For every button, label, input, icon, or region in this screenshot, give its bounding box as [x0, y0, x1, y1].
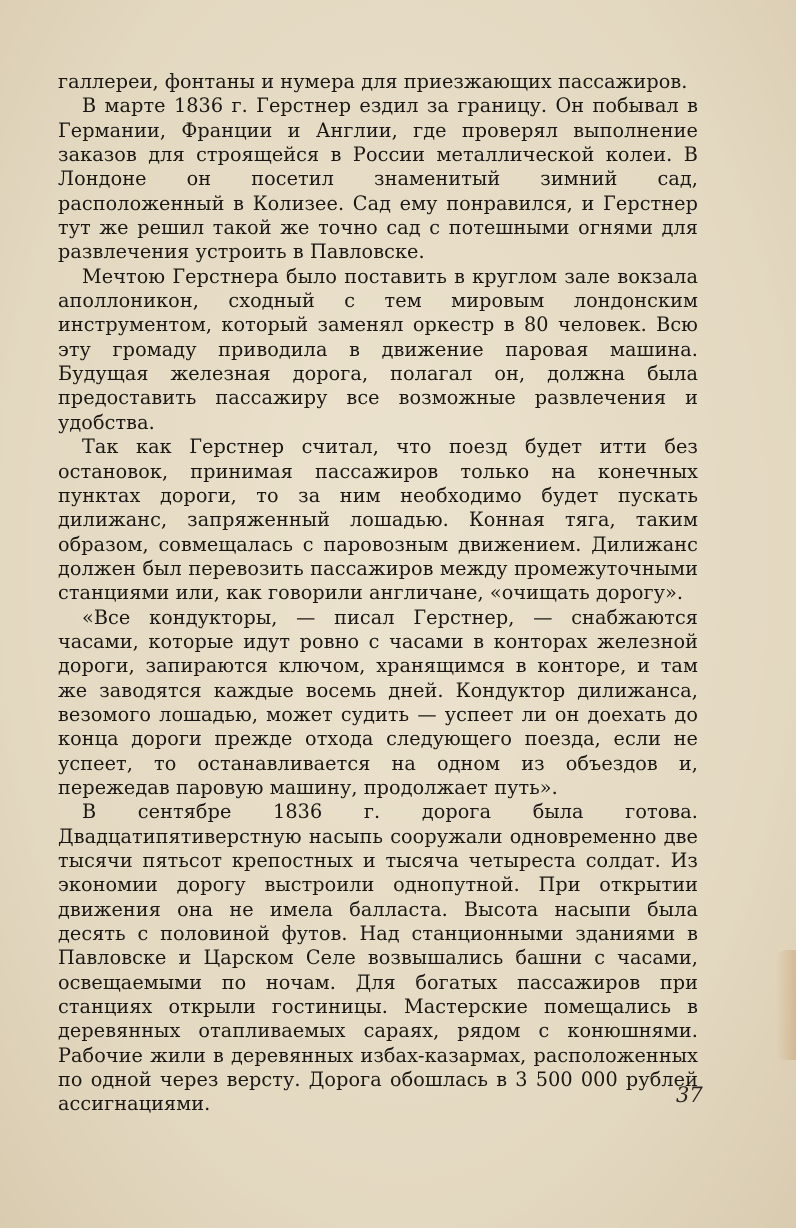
paragraph-3: Мечтою Герстнера было поставить в круглом зале вокзала аполлоникон, сходный с тем мировым лондонским инструментом, который заменял оркестр в 80 человек. Всю эту громаду приводила в движение паровая машина. Будущая железная дорога, полагал он, должна была предоставить пассажиру все возможные развлечения и удобства. [58, 264, 698, 434]
paragraph-4: Так как Герстнер считал, что поезд будет итти без остановок, принимая пассажиров только на конечных пунктах дороги, то за ним необходимо будет пускать дилижанс, запряженный лошадью. Конная тяга, таким образом, совмещалась с паровозным движением. Дилижанс должен был перевозить пассажиров между промежуточными станциями или, как говорили англичане, «очищать дорогу». [58, 435, 698, 605]
paragraph-5: «Все кондукторы, — писал Герстнер, — снабжаются часами, которые идут ровно с часами в конторах железной дороги, запираются ключом, хранящимся в конторе, и там же заводятся каждые восемь дней. Кондуктор дилижанса, везомого лошадью, может судить — успеет ли он доехать до конца дороги прежде отхода следующего поезда, если не успеет, то останавливается на одном из объездов и, пережедав паровую машину, продолжает путь». [58, 605, 698, 799]
paragraph-1: галлереи, фонтаны и нумера для приезжающих пассажиров. [58, 70, 688, 93]
page-number: 37 [676, 1083, 703, 1107]
body-text [58, 70, 698, 1117]
paragraph-6: В сентябре 1836 г. дорога была готова. Двадцатипятиверстную насыпь сооружали одновременно две тысячи пятьсот крепостных и тысяча четыреста солдат. Из экономии дорогу выстроили однопутной. При открытии движения она не имела балласта. Высота насыпи была десять с половиной футов. Над станционными зданиями в Павловске и Царском Селе возвышались башни с часами, освещаемыми по ночам. Для богатых пассажиров при станциях открыли гостиницы. Мастерские помещались в деревянных отапливаемых сараях, рядом с конюшнями. Рабочие жили в деревянных избах-казармах, расположенных по одной через версту. Дорога обошлась в 3 500 000 рублей ассигнациями. [58, 800, 698, 1116]
paper-stain [776, 950, 796, 1060]
paragraph-2: В марте 1836 г. Герстнер ездил за границу. Он побывал в Германии, Франции и Англии, где проверял выполнение заказов для строящейся в России металлической колеи. В Лондоне он посетил знаменитый зимний сад, расположенный в Колизее. Сад ему понравился, и Герстнер тут же решил такой же точно сад с потешными огнями для развлечения устроить в Павловске. [58, 94, 698, 264]
